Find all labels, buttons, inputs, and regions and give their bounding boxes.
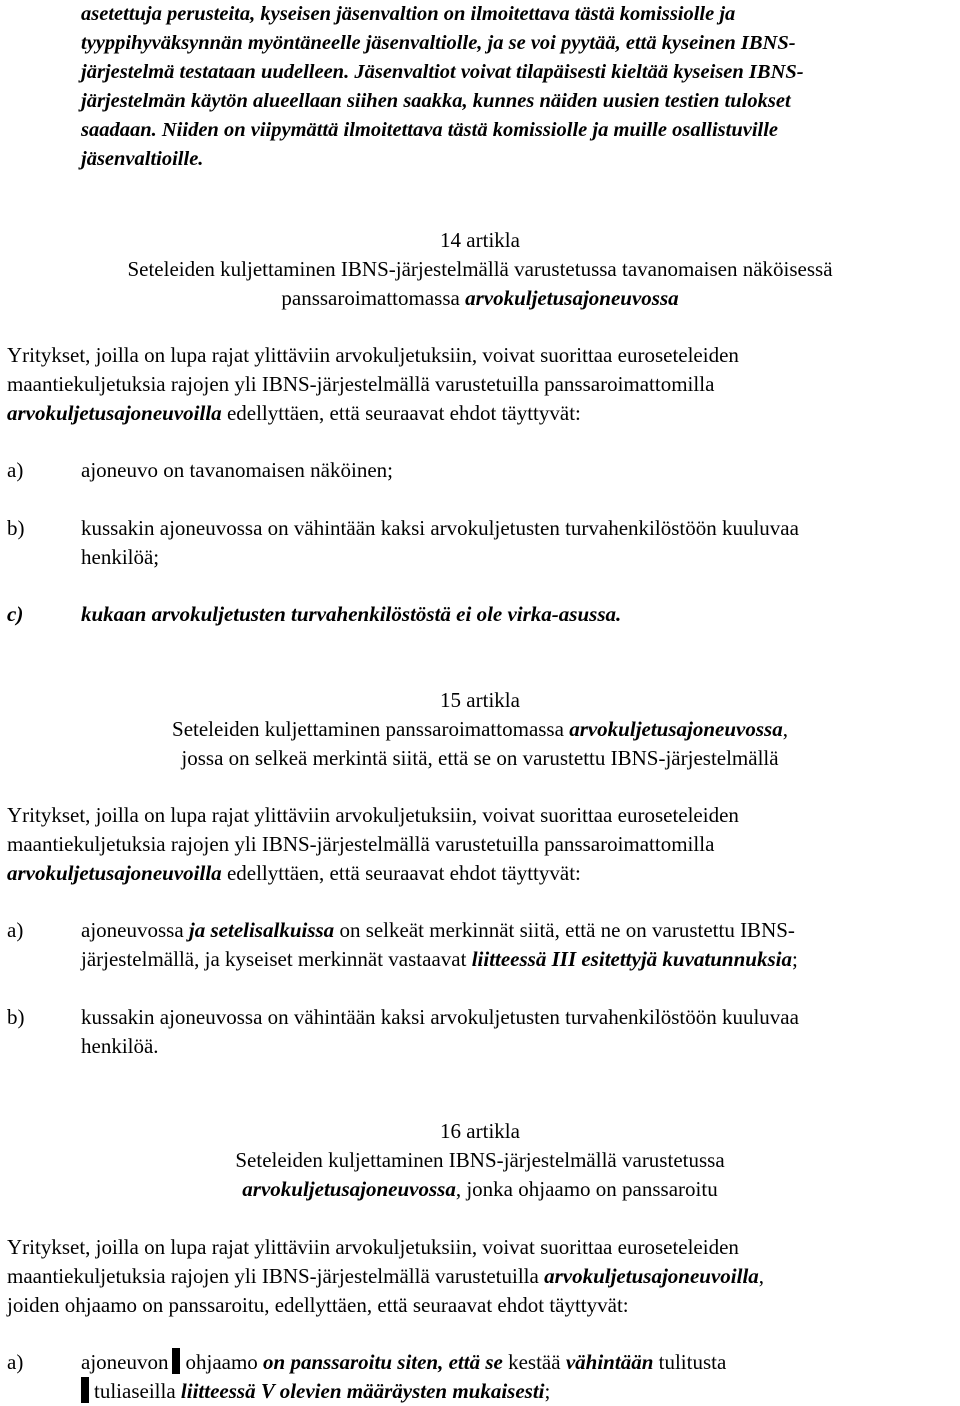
paragraph-text: edellyttäen, että seuraavat ehdot täyttyvät: xyxy=(221,861,581,885)
title-text: , xyxy=(782,717,788,741)
item-emphasis: ja setelisalkuissa xyxy=(188,918,335,942)
item-label: b) xyxy=(7,516,25,540)
paragraph-text: , xyxy=(758,1264,765,1288)
item-text xyxy=(81,945,959,974)
item-label: a) xyxy=(7,918,24,942)
intro-paragraph xyxy=(81,0,959,174)
change-bar-marker xyxy=(172,1348,180,1374)
article-title-line xyxy=(0,715,960,744)
paragraph-line xyxy=(7,399,957,428)
article-title-line xyxy=(0,1175,960,1204)
paragraph-emphasis: arvokuljetusajoneuvoilla xyxy=(7,401,222,425)
item-text xyxy=(81,1348,959,1377)
item-label: c) xyxy=(7,602,24,626)
item-text-run: ; xyxy=(544,1379,551,1403)
item-text: ajoneuvo on tavanomaisen näköinen; xyxy=(81,458,393,482)
paragraph-line: joiden ohjaamo on panssaroitu, edellyttäen, että seuraavat ehdot täyttyvät: xyxy=(7,1293,629,1317)
intro-line: tyyppihyväksynnän myöntäneelle jäsenvaltiolle, ja se voi pyytää, että kyseinen IBNS- xyxy=(81,32,796,54)
article-heading: 15 artikla xyxy=(440,688,520,712)
article-title-line xyxy=(0,284,960,313)
item-text-run: ; xyxy=(791,947,798,971)
paragraph-emphasis: arvokuljetusajoneuvoilla xyxy=(7,861,222,885)
intro-line: saadaan. Niiden on viipymättä ilmoitettava tästä komissiolle ja muille osallistuville xyxy=(81,119,779,141)
paragraph-line xyxy=(7,1262,957,1291)
item-text-run: kestää xyxy=(502,1350,566,1374)
change-bar-marker xyxy=(81,1377,89,1403)
article-title-line: Seteleiden kuljettaminen IBNS-järjestelmällä varustetussa xyxy=(235,1148,725,1172)
paragraph-line xyxy=(7,859,957,888)
paragraph-line: Yritykset, joilla on lupa rajat ylittäviin arvokuljetuksiin, voivat suorittaa euroseteleiden xyxy=(7,343,739,367)
article-heading: 16 artikla xyxy=(440,1119,520,1143)
intro-line: järjestelmä testataan uudelleen. Jäsenvaltiot voivat tilapäisesti kieltää kyseisen IBNS- xyxy=(81,61,804,83)
title-text: Seteleiden kuljettaminen panssaroimattomassa xyxy=(172,717,570,741)
paragraph-line: maantiekuljetuksia rajojen yli IBNS-järjestelmällä varustetuilla panssaroimattomilla xyxy=(7,832,715,856)
item-text-run: järjestelmällä, ja kyseiset merkinnät vastaavat xyxy=(81,947,472,971)
item-text-run: tulitusta xyxy=(653,1350,727,1374)
item-text: kussakin ajoneuvossa on vähintään kaksi arvokuljetusten turvahenkilöstöön kuuluvaa xyxy=(81,516,799,540)
paragraph-text: maantiekuljetuksia rajojen yli IBNS-järjestelmällä varustetuilla xyxy=(7,1264,545,1288)
title-emphasis: arvokuljetusajoneuvossa xyxy=(242,1177,456,1201)
paragraph-emphasis: arvokuljetusajoneuvoilla xyxy=(544,1264,759,1288)
item-text: kussakin ajoneuvossa on vähintään kaksi arvokuljetusten turvahenkilöstöön kuuluvaa xyxy=(81,1005,799,1029)
paragraph-line: Yritykset, joilla on lupa rajat ylittäviin arvokuljetuksiin, voivat suorittaa euroseteleiden xyxy=(7,803,739,827)
intro-line: järjestelmän käytön alueellaan siihen saakka, kunnes näiden uusien testien tulokset xyxy=(81,90,791,112)
item-label: b) xyxy=(7,1005,25,1029)
item-text xyxy=(81,916,959,945)
item-emphasis: liitteessä III esitettyjä kuvatunnuksia xyxy=(471,947,792,971)
item-text xyxy=(81,1377,959,1406)
paragraph-line: Yritykset, joilla on lupa rajat ylittäviin arvokuljetuksiin, voivat suorittaa euroseteleiden xyxy=(7,1235,739,1259)
title-text: , jonka ohjaamo on panssaroitu xyxy=(455,1177,718,1201)
article-14-paragraph xyxy=(7,341,957,428)
item-text-run: ajoneuvon xyxy=(81,1350,169,1374)
article-16-header xyxy=(0,1117,960,1204)
item-text-run: on selkeät merkinnät siitä, että ne on varustettu IBNS- xyxy=(334,918,795,942)
item-text: henkilöä; xyxy=(81,545,160,569)
paragraph-text: edellyttäen, että seuraavat ehdot täyttyvät: xyxy=(221,401,581,425)
item-text-run: ohjaamo xyxy=(185,1350,264,1374)
intro-line: jäsenvaltioille. xyxy=(81,148,204,170)
item-label: a) xyxy=(7,1350,24,1374)
article-15-paragraph xyxy=(7,801,957,888)
item-emphasis: on panssaroitu siten, että se xyxy=(263,1350,503,1374)
title-emphasis: arvokuljetusajoneuvossa xyxy=(465,286,679,310)
article-title-line: jossa on selkeä merkintä siitä, että se on varustettu IBNS-järjestelmällä xyxy=(181,746,779,770)
intro-line: asetettuja perusteita, kyseisen jäsenvaltion on ilmoitettava tästä komissiolle ja xyxy=(81,3,736,25)
item-text: kukaan arvokuljetusten turvahenkilöstöstä ei ole virka-asussa. xyxy=(81,602,622,626)
article-14-header xyxy=(0,226,960,313)
item-emphasis: vähintään xyxy=(565,1350,654,1374)
title-emphasis: arvokuljetusajoneuvossa xyxy=(569,717,783,741)
article-16-paragraph xyxy=(7,1233,957,1320)
item-text: henkilöä. xyxy=(81,1034,159,1058)
article-title-line: Seteleiden kuljettaminen IBNS-järjestelmällä varustetussa tavanomaisen näköisessä xyxy=(127,257,833,281)
paragraph-line: maantiekuljetuksia rajojen yli IBNS-järjestelmällä varustetuilla panssaroimattomilla xyxy=(7,372,715,396)
title-text: panssaroimattomassa xyxy=(281,286,466,310)
item-text-run: tuliaseilla xyxy=(94,1379,181,1403)
item-text-run: ajoneuvossa xyxy=(81,918,189,942)
item-label: a) xyxy=(7,458,24,482)
article-15-header xyxy=(0,686,960,773)
article-heading: 14 artikla xyxy=(440,228,520,252)
item-emphasis: liitteessä V olevien määräysten mukaisesti xyxy=(180,1379,545,1403)
